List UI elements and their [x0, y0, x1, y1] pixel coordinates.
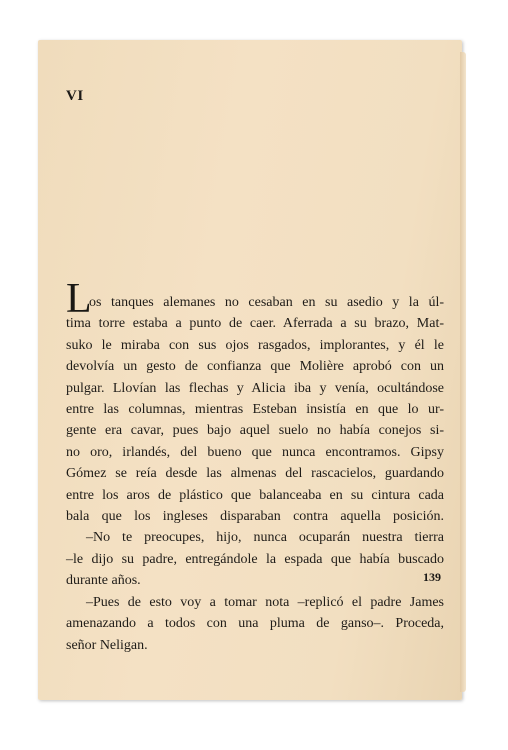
drop-cap: L — [66, 276, 92, 322]
text-line: entre los aros de plástico que balanceaba en su cintura cada — [66, 487, 444, 503]
paragraph — [66, 276, 444, 527]
text-line: bala que los ingleses disparaban contra aquella posición. — [66, 509, 444, 525]
paragraph — [66, 527, 444, 591]
text-line: L os tanques alemanes no cesaban en su asedio y la úl- — [66, 276, 444, 322]
text-line: señor Neligan. — [66, 637, 148, 653]
text-line: no oro, irlandés, del bueno que nunca encontramos. Gipsy — [66, 444, 444, 460]
text-line: Gómez se reía desde las almenas del rascacielos, guardando — [66, 466, 444, 482]
text-line: pulgar. Llovían las flechas y Alicia iba y venía, ocultándose — [66, 380, 444, 396]
text-line: amenazando a todos con una pluma de ganso–. Proceda, — [66, 616, 444, 632]
page-number: 139 — [423, 570, 441, 584]
text-line: gente era cavar, pues bajo aquel suelo no había conejos si- — [66, 423, 444, 439]
paragraph — [66, 592, 444, 656]
book-page — [38, 40, 462, 700]
page-edge — [460, 52, 466, 692]
text-line: entre las columnas, mientras Esteban insistía en que lo ur- — [66, 402, 444, 418]
text-line: tima torre estaba a punto de caer. Aferrada a su brazo, Mat- — [66, 316, 444, 332]
text-line: –No te preocupes, hijo, nunca ocuparán nuestra tierra — [86, 530, 444, 546]
text-line: devolvía un gesto de confianza que Molière aprobó con un — [66, 359, 444, 375]
text-line: –le dijo su padre, entregándole la espada que había buscado — [66, 551, 444, 567]
chapter-number: VI — [66, 88, 84, 104]
text-line: durante años. — [66, 573, 141, 589]
text-line: –Pues de esto voy a tomar nota –replicó el padre James — [86, 594, 444, 610]
text-line: suko le miraba con sus ojos rasgados, implorantes, y él le — [66, 337, 444, 353]
body-text — [66, 276, 444, 656]
